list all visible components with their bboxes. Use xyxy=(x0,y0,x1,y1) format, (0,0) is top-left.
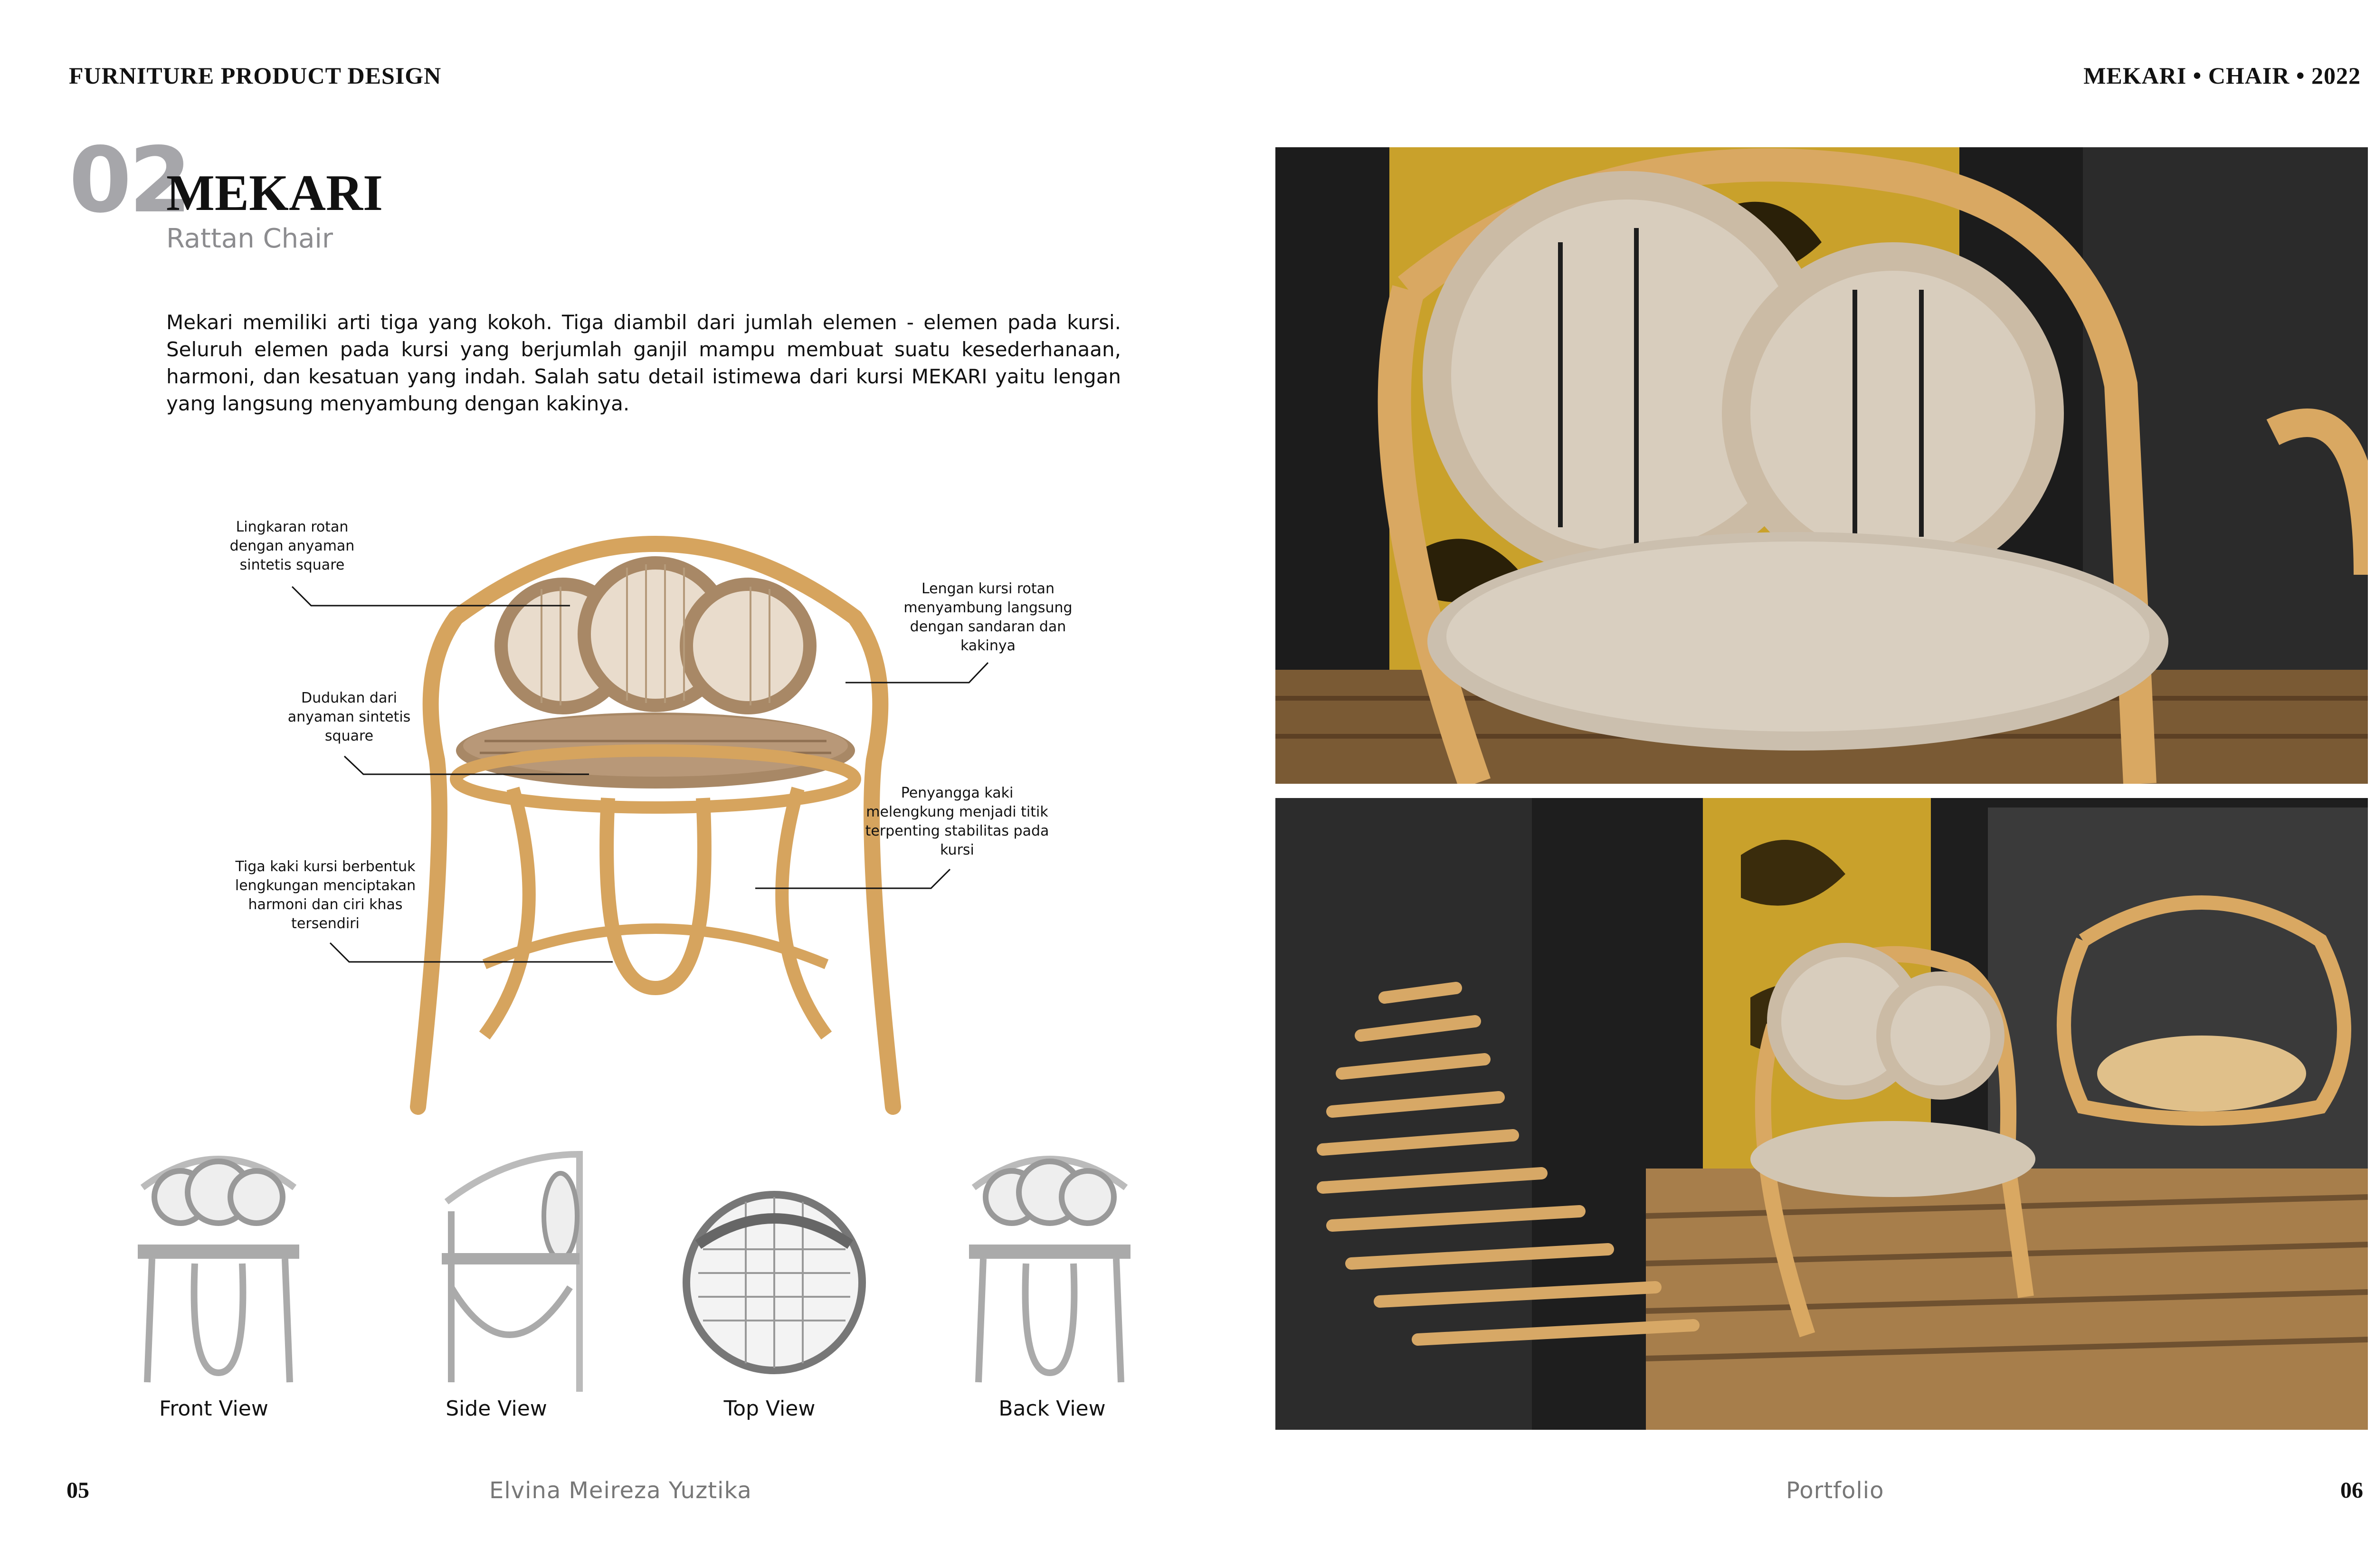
view-label-back: Back View xyxy=(998,1397,1106,1421)
section-number: 02 xyxy=(69,128,189,233)
header-left-title: FURNITURE PRODUCT DESIGN xyxy=(69,62,442,89)
view-label-front: Front View xyxy=(159,1397,268,1421)
header-right-title: MEKARI • CHAIR • 2022 xyxy=(2083,62,2361,89)
annotation-leader-lines xyxy=(0,0,1188,1045)
view-label-side: Side View xyxy=(446,1397,547,1421)
footer-portfolio: Portfolio xyxy=(1786,1477,1884,1504)
photo-chair-closeup-graphic xyxy=(1275,147,2368,784)
section-description: Mekari memiliki arti tiga yang kokoh. Tiga diambil dari jumlah elemen - elemen pada kursi. Seluruh elemen pada kursi yang berjumlah ganjil mampu membuat suatu kesederhanaan, harmoni, dan kesatuan yang indah. Salah satu detail istimewa dari kursi MEKARI yaitu lengan yang langsung menyambung dengan kakinya. xyxy=(166,311,1121,415)
annotation-legs: Tiga kaki kursi berbentuk lengkungan menciptakan harmoni dan ciri khas tersendiri xyxy=(235,858,416,932)
photo-chair-closeup xyxy=(1275,147,2368,784)
annotation-rings: Lingkaran rotan dengan anyaman sintetis square xyxy=(229,519,355,573)
footer-author: Elvina Meireza Yuztika xyxy=(489,1477,752,1504)
annotation-support: Penyangga kaki melengkung menjadi titik terpenting stabilitas pada kursi xyxy=(865,785,1049,858)
side-view-image xyxy=(404,1145,594,1392)
front-view-image xyxy=(124,1145,314,1392)
annotation-seat: Dudukan dari anyaman sintetis square xyxy=(287,690,411,744)
back-view-image xyxy=(955,1145,1145,1392)
section-subtitle: Rattan Chair xyxy=(166,223,333,254)
footer-page-right: 06 xyxy=(2340,1478,2363,1503)
section-title: MEKARI xyxy=(166,165,383,221)
photo-chair-exhibition xyxy=(1275,798,2368,1430)
footer-page-left: 05 xyxy=(66,1478,89,1503)
annotation-arm: Lengan kursi rotan menyambung langsung dengan sandaran dan kakinya xyxy=(903,580,1073,654)
photo-chair-exhibition-graphic xyxy=(1275,798,2368,1430)
view-label-top: Top View xyxy=(723,1397,816,1421)
top-view-image xyxy=(679,1183,869,1382)
